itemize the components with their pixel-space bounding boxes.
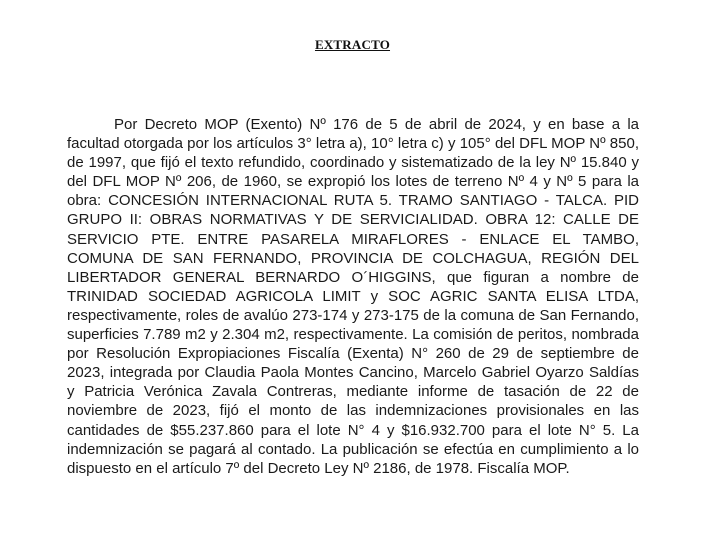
document-title: EXTRACTO (314, 37, 391, 52)
document-body-paragraph: Por Decreto MOP (Exento) Nº 176 de 5 de abril de 2024, y en base a la facultad otorgada por los artículos 3° letra a), 10° letra c) y 105° del DFL MOP Nº 850, de 1997, que fijó el texto refundido, coordinado y sistematizado de la ley Nº 15.840 y del DFL MOP Nº 206, de 1960, se expropió los lotes de terreno Nº 4 y Nº 5 para la obra: CONCESIÓN INTERNACIONAL RUTA 5. TRAMO SANTIAGO - TALCA. PID GRUPO II: OBRAS NORMATIVAS Y DE SERVICIALIDAD. OBRA 12: CALLE DE SERVICIO PTE. ENTRE PASARELA MIRAFLORES - ENLACE EL TAMBO, COMUNA DE SAN FERNANDO, PROVINCIA DE COLCHAGUA, REGIÓN DEL LIBERTADOR GENERAL BERNARDO O´HIGGINS, que figuran a nombre de TRINIDAD SOCIEDAD AGRICOLA LIMIT y SOC AGRIC SANTA ELISA LTDA, respectivamente, roles de avalúo 273-174 y 273-175 de la comuna de San Fernando, superficies 7.789 m2 y 2.304 m2, respectivamente. La comisión de peritos, nombrada por Resolución Expropiaciones Fiscalía (Exenta) N° 260 de 29 de septiembre de 2023, integrada por Claudia Paola Montes Cancino, Marcelo Gabriel Oyarzo Saldías y Patricia Verónica Zavala Contreras, mediante informe de tasación de 22 de noviembre de 2023, fijó el monto de las indemnizaciones provisionales en las cantidades de $55.237.860 para el lote N° 4 y $16.932.700 para el lote N° 5. La indemnización se pagará al contado. La publicación se efectúa en cumplimiento a lo dispuesto en el artículo 7º del Decreto Ley Nº 2186, de 1978. Fiscalía MOP. (67, 116, 639, 477)
